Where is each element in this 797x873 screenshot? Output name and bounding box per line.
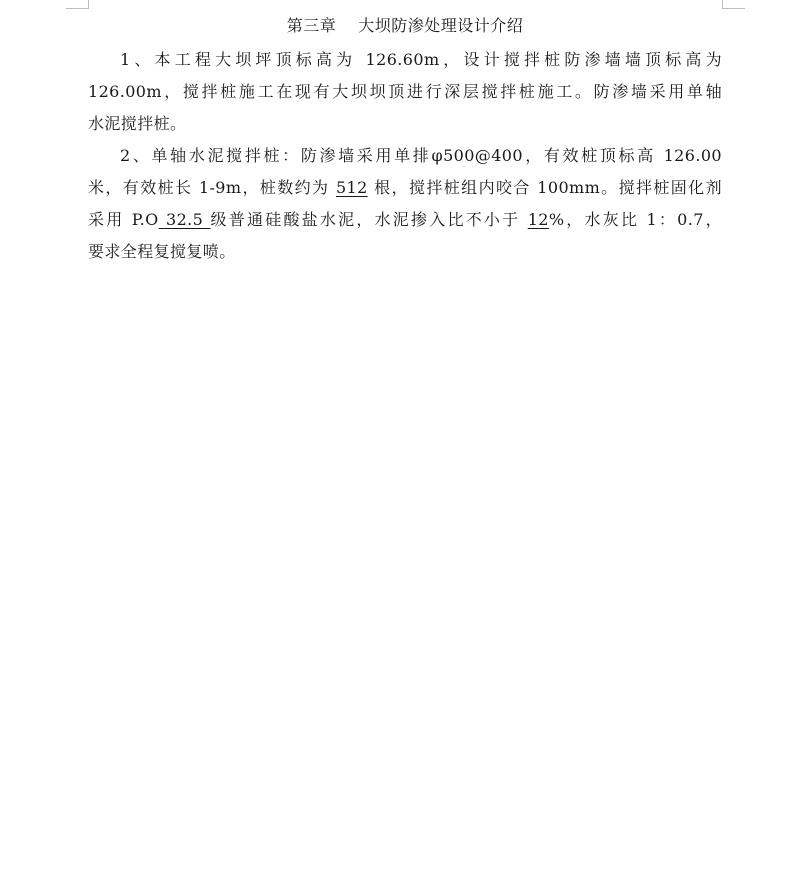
chapter-title: 第三章 大坝防渗处理设计介绍 xyxy=(286,16,524,35)
crop-mark-top-right xyxy=(722,0,745,9)
document-body[interactable] xyxy=(88,12,722,268)
crop-mark-top-left xyxy=(66,0,89,9)
paragraph-1 xyxy=(88,44,722,140)
paragraph-2-line-4: 要求全程复搅复喷。 xyxy=(88,242,236,261)
paragraph-1-line-2: 126.00m，搅拌桩施工在现有大坝坝顶进行深层搅拌桩施工。防渗墙采用单轴 xyxy=(88,82,722,101)
paragraph-2-line-3-text-b: 级普通硅酸盐水泥，水泥掺入比不小于 xyxy=(210,210,528,229)
paragraph-2-line-3-text-c: %，水灰比 1：0.7， xyxy=(548,210,722,229)
paragraph-1-line-3: 水泥搅拌桩。 xyxy=(88,114,187,133)
paragraph-2-line-3-text-a: 采用 P.O xyxy=(88,210,159,229)
paragraph-2-line-1: 2、单轴水泥搅拌桩：防渗墙采用单排φ500@400，有效桩顶标高 126.00 xyxy=(120,146,722,165)
cement-ratio-underlined: 12 xyxy=(527,210,549,229)
paragraph-2-line-3 xyxy=(88,204,722,236)
pile-count-underlined: 512 xyxy=(335,178,368,197)
paragraph-2-line-2-text-a: 米，有效桩长 1-9m，桩数约为 xyxy=(88,178,336,197)
paragraph-1-line-1: 1、本工程大坝坪顶标高为 126.60m，设计搅拌桩防渗墙墙顶标高为 xyxy=(120,50,722,69)
cement-grade-underlined: 32.5 xyxy=(158,210,211,229)
paragraph-2 xyxy=(88,140,722,268)
paragraph-2-line-2-text-b: 根，搅拌桩组内咬合 100mm。搅拌桩固化剂 xyxy=(367,178,722,197)
paragraph-2-line-2 xyxy=(88,172,722,204)
